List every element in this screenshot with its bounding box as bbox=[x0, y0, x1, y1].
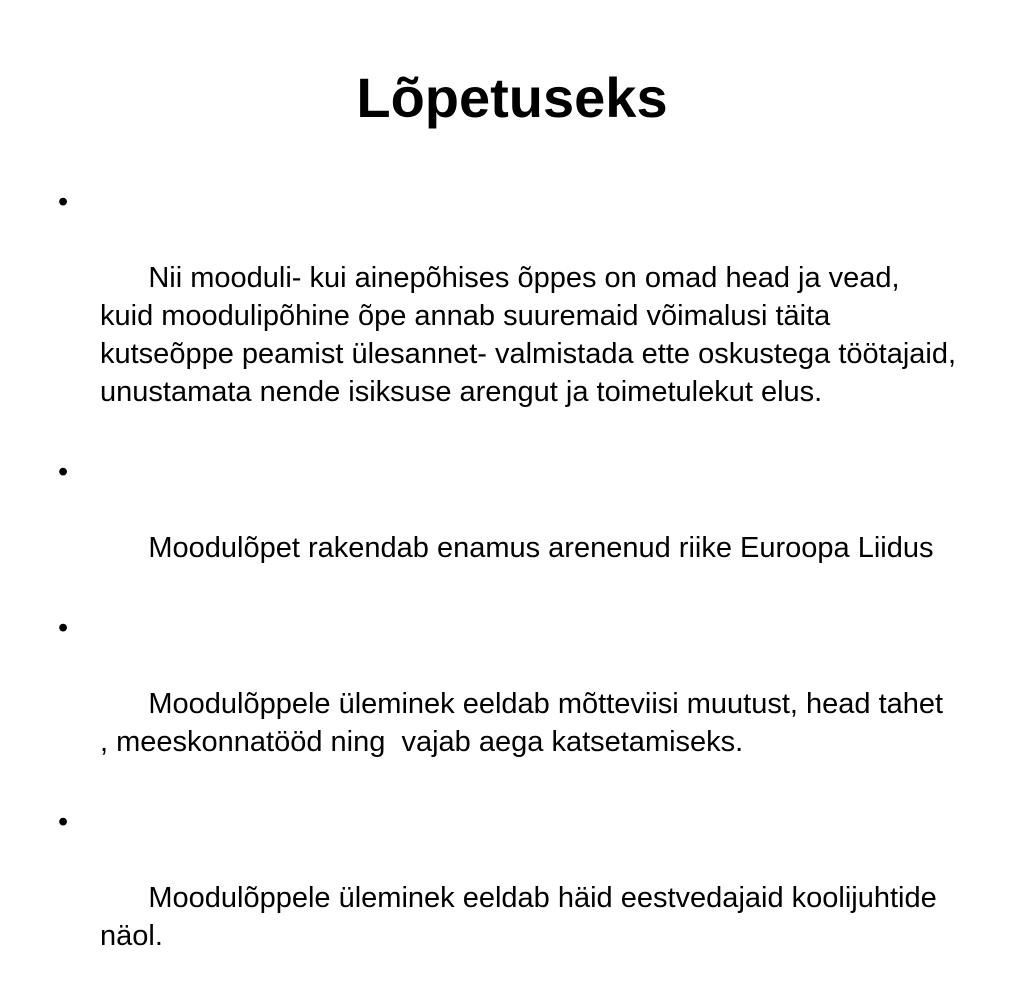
bullet-text: Moodulõpet rakendab enamus arenenud riike Euroopa Liidus bbox=[148, 532, 934, 564]
bullet-text: Nii mooduli- kui ainepõhises õppes on omad head ja vead, kuid moodulipõhine õpe annab suuremaid võimalusi täita kutseõppe peamist ülesannet- valmistada ette oskustega töötajaid, unustamata nende isiksuse arengut ja toimetulekut elus. bbox=[100, 262, 965, 408]
bullet-text: Moodulõppele üleminek eeldab mõtteviisi muutust, head tahet , meeskonnatööd ning vajab aega katsetamiseks. bbox=[100, 688, 952, 758]
bullet-item bbox=[58, 453, 958, 605]
bullet-item bbox=[58, 183, 965, 449]
bullet-icon: • bbox=[58, 186, 69, 218]
slide-title: Lõpetuseks bbox=[356, 66, 668, 129]
bullet-icon: • bbox=[58, 612, 69, 644]
bullet-list bbox=[58, 183, 965, 997]
bullet-icon: • bbox=[58, 456, 69, 488]
bullet-item bbox=[58, 803, 958, 993]
bullet-item bbox=[58, 609, 958, 799]
bullet-text: Moodulõppele üleminek eeldab häid eestvedajaid koolijuhtide näol. bbox=[100, 882, 945, 952]
bullet-icon: • bbox=[58, 806, 69, 838]
